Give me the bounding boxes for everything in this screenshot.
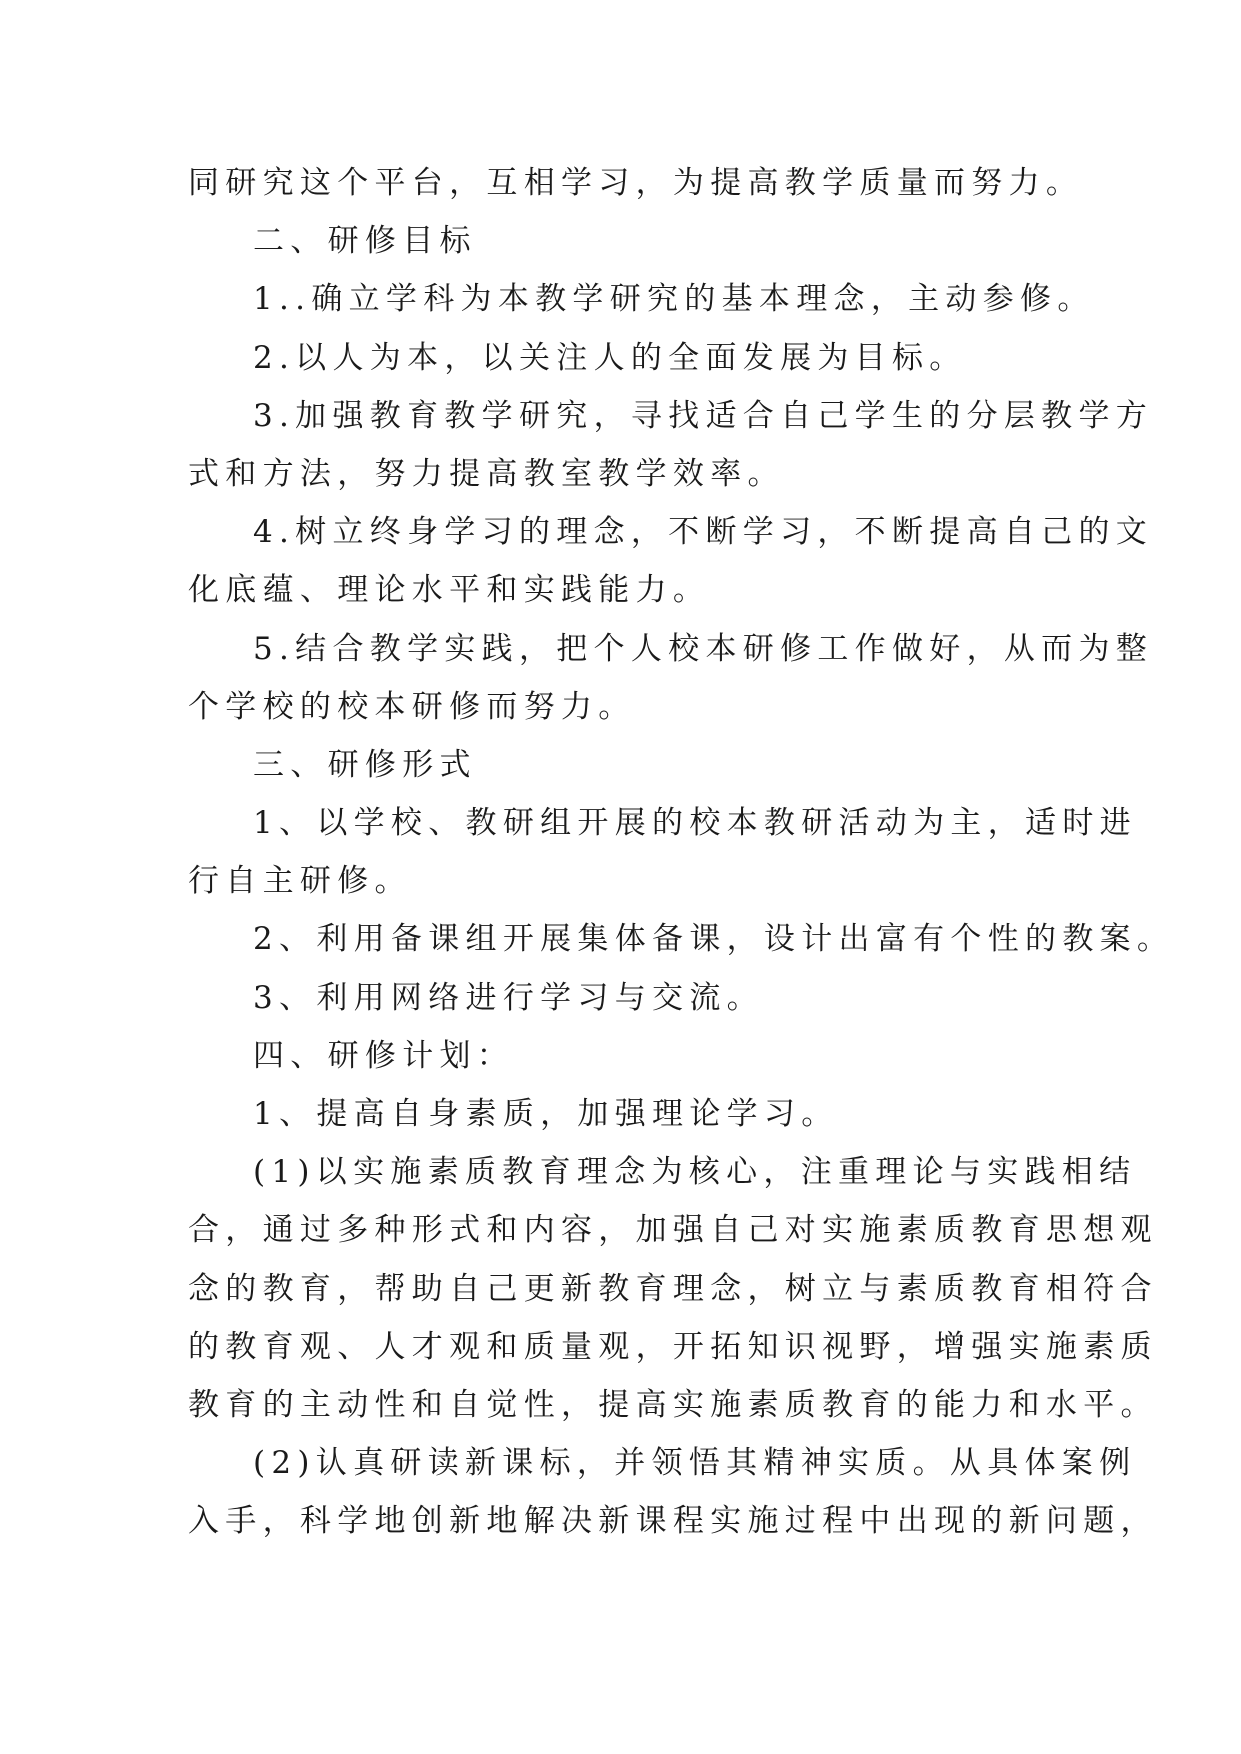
text-line: 5.结合教学实践，把个人校本研修工作做好，从而为整 (253, 630, 1154, 667)
text-line: 2、利用备课组开展集体备课，设计出富有个性的教案。 (253, 921, 1175, 958)
text-line: 念的教育，帮助自己更新教育理念，树立与素质教育相符合 (188, 1270, 1158, 1307)
section-heading: 三、研修形式 (253, 746, 477, 783)
text-line: 3.加强教育教学研究，寻找适合自己学生的分层教学方 (253, 397, 1154, 434)
text-line: 2.以人为本，以关注人的全面发展为目标。 (253, 339, 967, 376)
text-line: 1..确立学科为本教学研究的基本理念，主动参修。 (253, 281, 1095, 318)
text-line: (1)以实施素质教育理念为核心，注重理论与实践相结 (253, 1154, 1137, 1191)
text-line: 3、利用网络进行学习与交流。 (253, 979, 764, 1016)
text-line: 化底蕴、理论水平和实践能力。 (188, 572, 711, 609)
text-line: 个学校的校本研修而努力。 (188, 688, 636, 725)
section-heading: 四、研修计划： (253, 1037, 515, 1074)
text-line: 合，通过多种形式和内容，加强自己对实施素质教育思想观 (188, 1212, 1158, 1249)
text-line: 教育的主动性和自觉性，提高实施素质教育的能力和水平。 (188, 1386, 1158, 1423)
text-line: 入手，科学地创新地解决新课程实施过程中出现的新问题， (188, 1503, 1158, 1540)
text-line: 1、以学校、教研组开展的校本教研活动为主，适时进 (253, 805, 1137, 842)
text-line: 4.树立终身学习的理念，不断学习，不断提高自己的文 (253, 514, 1154, 551)
text-line: 同研究这个平台，互相学习，为提高教学质量而努力。 (188, 165, 1084, 201)
text-line: (2)认真研读新课标，并领悟其精神实质。从具体案例 (253, 1445, 1137, 1482)
document-body (188, 154, 1175, 1551)
text-line: 行自主研修。 (188, 863, 412, 900)
section-heading: 二、研修目标 (253, 223, 477, 260)
text-line: 的教育观、人才观和质量观，开拓知识视野，增强实施素质 (188, 1328, 1158, 1365)
text-line: 1、提高自身素质，加强理论学习。 (253, 1096, 839, 1132)
text-line: 式和方法，努力提高教室教学效率。 (188, 455, 785, 492)
